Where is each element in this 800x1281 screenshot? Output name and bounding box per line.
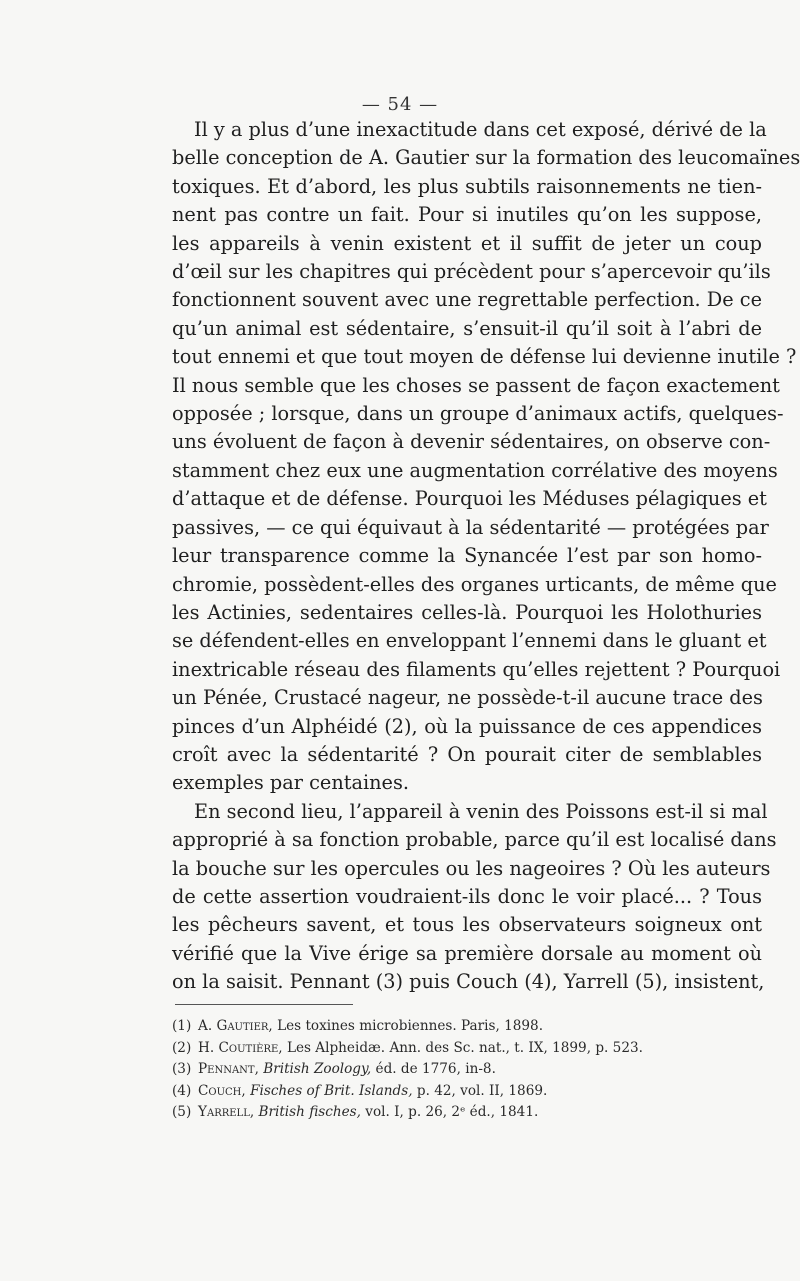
text-line: tout ennemi et que tout moyen de défense lui devienne inutile ? [172, 345, 797, 369]
footnote-author: Yarrell, [198, 1104, 255, 1120]
text-line: les pêcheurs savent, et tous les observateurs soigneux ont [172, 913, 762, 937]
text-line: croît avec la sédentarité ? On pourait citer de semblables [172, 742, 762, 766]
footnote-text: éd. de 1776, in-8. [375, 1061, 496, 1077]
text-line: de cette assertion voudraient-ils donc le voir placé... ? Tous [172, 884, 762, 908]
footnote-number: (5) [172, 1104, 192, 1120]
footnote-divider [175, 1004, 353, 1005]
text-line: on la saisit. Pennant (3) puis Couch (4), Yarrell (5), insistent, [172, 970, 765, 994]
footnote-title: British fisches, [258, 1104, 361, 1120]
text-line: un Pénée, Crustacé nageur, ne possède-t-il aucune trace des [172, 686, 763, 710]
text-line: exemples par centaines. [172, 771, 409, 795]
text-line: les appareils à venin existent et il suffit de jeter un coup [172, 231, 762, 255]
footnote-title: Fisches of Brit. Islands, [250, 1082, 413, 1099]
footnote-number: (1) [172, 1018, 192, 1034]
text-line: d’œil sur les chapitres qui précèdent pour s’apercevoir qu’ils [172, 260, 771, 284]
footnote-number: (4) [172, 1082, 192, 1099]
text-line: approprié à sa fonction probable, parce qu’il est localisé dans [172, 828, 777, 852]
text-line: nent pas contre un fait. Pour si inutiles qu’on les suppose, [172, 203, 762, 227]
text-line: d’attaque et de défense. Pourquoi les Méduses pélagiques et [172, 487, 767, 511]
body-text [172, 116, 800, 997]
text-line: qu’un animal est sédentaire, s’ensuit-il qu’il soit à l’abri de [172, 316, 762, 340]
text-line: leur transparence comme la Synancée l’est par son homo- [172, 544, 762, 568]
paragraph [172, 798, 777, 997]
text-line: toxiques. Et d’abord, les plus subtils raisonnements ne tien- [172, 174, 762, 198]
text-line: Il nous semble que les choses se passent de façon exactement [172, 373, 780, 397]
footnotes [172, 1016, 762, 1124]
footnote-text: Les Alpheidæ. Ann. des Sc. nat., t. IX, 1899, p. 523. [286, 1039, 643, 1056]
text-line: fonctionnent souvent avec une regrettable perfection. De ce [172, 288, 763, 312]
paragraph [172, 116, 800, 798]
footnote-text: vol. I, p. 26, 2ᵉ éd., 1841. [365, 1104, 539, 1120]
text-line: passives, — ce qui équivaut à la sédentarité — protégées par [172, 515, 769, 539]
footnote-author: Pennant, [198, 1061, 259, 1077]
text-line: vérifié que la Vive érige sa première dorsale au moment où [172, 941, 762, 965]
text-line: les Actinies, sedentaires celles-là. Pourquoi les Holothuries [172, 600, 762, 624]
text-line: En second lieu, l’appareil à venin des Poissons est-il si mal [194, 799, 768, 823]
footnote-number: (3) [172, 1061, 192, 1077]
text-line: se défendent-elles en enveloppant l’ennemi dans le gluant et [172, 629, 767, 653]
footnote-author: A. Gautier, [198, 1018, 273, 1034]
text-line: Il y a plus d’une inexactitude dans cet exposé, dérivé de la [194, 118, 767, 141]
text-line: pinces d’un Alphéidé (2), où la puissance de ces appendices [172, 714, 762, 738]
text-line: la bouche sur les opercules ou les nageoires ? Où les auteurs [172, 856, 771, 880]
footnote-title: British Zoology, [263, 1061, 372, 1077]
footnote-author: Couch, [198, 1082, 246, 1099]
footnote [172, 1102, 762, 1124]
text-line: stamment chez eux une augmentation corrélative des moyens [172, 458, 778, 482]
text-line: belle conception de A. Gautier sur la formation des leucomaïnes [172, 146, 800, 170]
footnote [172, 1081, 762, 1103]
text-line: opposée ; lorsque, dans un groupe d’animaux actifs, quelques- [172, 402, 784, 426]
text-line: uns évoluent de façon à devenir sédentaires, on observe con- [172, 430, 771, 454]
footnote [172, 1016, 762, 1038]
footnote [172, 1059, 762, 1081]
page-number: — 54 — [361, 94, 439, 115]
footnote-number: (2) [172, 1039, 192, 1056]
footnote-text: Les toxines microbiennes. Paris, 1898. [277, 1018, 544, 1034]
footnote-author: H. Coutière, [198, 1039, 283, 1056]
footnote-text: p. 42, vol. II, 1869. [416, 1082, 548, 1099]
footnote [172, 1038, 762, 1060]
text-line: chromie, possèdent-elles des organes urticants, de même que [172, 572, 777, 596]
text-line: inextricable réseau des filaments qu’elles rejettent ? Pourquoi [172, 657, 781, 681]
